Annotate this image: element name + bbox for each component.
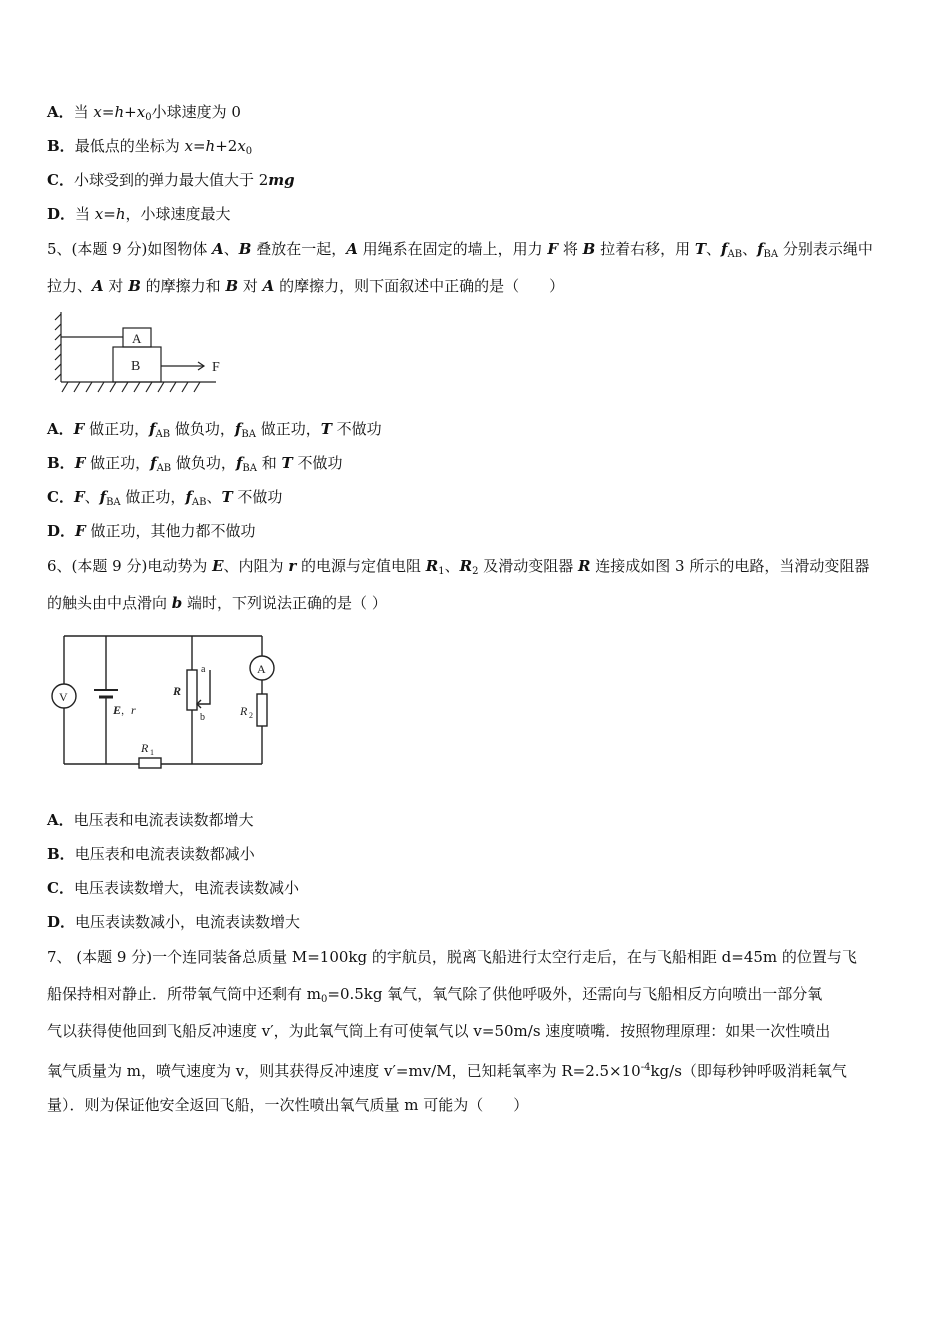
- text: 做正功，其他力都不做功: [85, 522, 256, 540]
- internal-resistance-label: r: [131, 703, 136, 717]
- text: 分别表示绳中: [778, 240, 873, 258]
- var-f: F: [73, 488, 85, 506]
- var-t: T: [320, 420, 332, 438]
- option-text: 电压表读数增大，电流表读数减小: [73, 879, 299, 897]
- var-x: x: [184, 137, 193, 155]
- var-h: h: [205, 137, 216, 155]
- var-x: x: [93, 103, 102, 121]
- q7-stem-line2: [47, 984, 822, 1010]
- var-f: f: [185, 488, 192, 506]
- q6-option-d: [47, 912, 300, 932]
- text: =: [192, 137, 206, 155]
- option-label: D．: [47, 522, 76, 540]
- text: 、内阻为: [223, 557, 289, 575]
- var-a: A: [212, 240, 224, 258]
- var-b: B: [128, 277, 141, 295]
- option-label: B．: [47, 454, 75, 472]
- resistor-r2: [257, 694, 267, 726]
- q5-option-a: [47, 419, 382, 445]
- superscript: -4: [640, 1062, 651, 1073]
- var-f: f: [99, 488, 107, 506]
- text: 、: [706, 240, 722, 258]
- subscript: 0: [245, 146, 253, 157]
- text: 的摩擦力和: [140, 277, 226, 295]
- text: 不做功: [331, 420, 382, 438]
- block-a-label: A: [132, 331, 142, 346]
- var-t: T: [281, 454, 293, 472]
- text: 小球速度为 0: [151, 103, 241, 121]
- q7-stem-line1: [47, 947, 857, 967]
- text: 做负功，: [171, 454, 236, 472]
- option-label: A．: [47, 420, 74, 438]
- text: 的摩擦力，则下面叙述中正确的是（ ）: [274, 277, 565, 295]
- var-r2: R: [459, 557, 473, 575]
- q4-option-a: [47, 102, 241, 128]
- var-x: x: [94, 205, 104, 223]
- text: 5、(本题 9 分)如图物体: [47, 240, 213, 258]
- option-text: 电压表和电流表读数都减小: [74, 845, 255, 863]
- terminal-b-label: b: [200, 712, 205, 723]
- r1-subscript: 1: [150, 748, 154, 757]
- text: 做正功，: [84, 420, 150, 438]
- text: 端时，下列说法正确的是（ ）: [182, 594, 387, 612]
- subscript: 2: [472, 566, 479, 577]
- var-f: F: [75, 522, 86, 540]
- subscript: BA: [241, 429, 256, 440]
- var-r: R: [578, 557, 591, 575]
- text: =: [103, 205, 116, 223]
- subscript: 0: [321, 994, 328, 1005]
- var-f: F: [74, 454, 86, 472]
- option-label: B．: [47, 845, 75, 863]
- text: +: [124, 103, 137, 121]
- subscript: 0: [145, 112, 152, 123]
- text: 、: [742, 240, 758, 258]
- text: 叠放在一起，: [251, 240, 347, 258]
- rheostat-r: [187, 670, 197, 710]
- q6-circuit-figure: [44, 628, 280, 776]
- text: +2: [215, 137, 238, 155]
- emf-separator: ，: [121, 706, 131, 717]
- emf-label: E: [113, 703, 122, 717]
- var-f: f: [721, 240, 728, 258]
- subscript: AB: [191, 497, 207, 508]
- text: 的电源与定值电阻: [296, 557, 426, 575]
- option-text: 电压表读数减小，电流表读数增大: [75, 913, 301, 931]
- text: 对: [238, 277, 263, 295]
- var-b: b: [171, 594, 183, 612]
- var-e: E: [212, 557, 224, 575]
- var-f: F: [73, 420, 85, 438]
- var-a: A: [346, 240, 358, 258]
- option-label: B．: [47, 137, 75, 155]
- text: 、: [444, 557, 460, 575]
- q6-stem-line2: [47, 593, 387, 613]
- rheostat-label: R: [173, 684, 182, 698]
- text: 做正功，: [255, 420, 321, 438]
- var-t: T: [694, 240, 707, 258]
- var-t: T: [221, 488, 233, 506]
- var-h: h: [115, 205, 126, 223]
- text: 、: [84, 488, 100, 506]
- subscript: AB: [156, 463, 172, 474]
- subscript: AB: [727, 249, 743, 260]
- text: 最低点的坐标为: [74, 137, 185, 155]
- var-x0: x: [136, 103, 146, 121]
- voltmeter-label: V: [59, 690, 68, 704]
- var-b: B: [582, 240, 596, 258]
- var-f: f: [235, 454, 243, 472]
- terminal-a-label: a: [201, 664, 206, 675]
- q6-stem-line1: [47, 556, 869, 582]
- text: 6、(本题 9 分)电动势为: [47, 557, 213, 575]
- q5-stem-line2: [47, 276, 564, 296]
- text: kg/s（即每秒钟呼吸消耗氧气: [650, 1062, 847, 1080]
- resistor-r1: [139, 758, 161, 768]
- text: 用绳系在固定的墙上，用力: [357, 240, 548, 258]
- var-b: B: [225, 277, 239, 295]
- text: 做正功，: [85, 454, 151, 472]
- text: 的触头由中点滑向: [47, 594, 172, 612]
- text: 对: [103, 277, 129, 295]
- text: 和: [256, 454, 282, 472]
- text: 氧气质量为 m，喷气速度为 v，则其获得反冲速度 v′=mv/M，已知耗氧率为 R=2.5×10: [47, 1062, 641, 1080]
- text: 当: [75, 205, 95, 223]
- var-r1: R: [425, 557, 439, 575]
- q4-option-c: [47, 170, 295, 190]
- text: 当: [73, 103, 94, 121]
- var-f: f: [234, 420, 242, 438]
- var-h: h: [114, 103, 125, 121]
- r2-subscript: 2: [249, 711, 253, 720]
- text: 做正功，: [120, 488, 186, 506]
- block-b-label: B: [131, 359, 141, 374]
- text: 不做功: [292, 454, 343, 472]
- ammeter-label: A: [257, 662, 266, 676]
- var-f: f: [150, 454, 157, 472]
- text: 小球受到的弹力最大值大于 2: [73, 171, 269, 189]
- subscript: BA: [763, 249, 779, 260]
- text: 拉力、: [47, 277, 93, 295]
- text: 拉着右移，用: [595, 240, 695, 258]
- var-mg: mg: [268, 171, 295, 189]
- text: 、: [206, 488, 222, 506]
- q6-option-c: [47, 878, 299, 898]
- q6-option-b: [47, 844, 255, 864]
- q7-stem-line3: [47, 1021, 830, 1041]
- q5-stem-line1: [47, 239, 873, 265]
- option-label: D．: [47, 205, 76, 223]
- text: 、: [223, 240, 239, 258]
- text: 将: [558, 240, 583, 258]
- var-f: F: [547, 240, 559, 258]
- var-a: A: [92, 277, 104, 295]
- subscript: BA: [242, 463, 257, 474]
- q4-option-d: [47, 204, 231, 224]
- text: 气以获得使他回到飞船反冲速度 v′，为此氧气筒上有可使氧气以 v=50m/s 速度喷嘴．按照物理原理：如果一次性喷出: [47, 1022, 831, 1040]
- text: 做负功，: [170, 420, 235, 438]
- option-label: C．: [47, 488, 74, 506]
- option-label: C．: [47, 171, 74, 189]
- text: =: [101, 103, 115, 121]
- slider-contact: [197, 670, 210, 704]
- r2-label: R: [240, 704, 248, 718]
- subscript: BA: [106, 497, 121, 508]
- option-label: A．: [47, 103, 74, 121]
- text: =0.5kg 氧气，氧气除了供他呼吸外，还需向与飞船相反方向喷出一部分氧: [327, 985, 823, 1003]
- var-x0: x: [237, 137, 246, 155]
- text: 量）．则为保证他安全返回飞船，一次性喷出氧气质量 m 可能为（ ）: [47, 1096, 529, 1114]
- q5-option-d: [47, 521, 255, 541]
- q4-option-b: [47, 136, 252, 162]
- text: ，小球速度最大: [125, 205, 231, 223]
- q7-stem-line4: [47, 1058, 847, 1081]
- text: 7、 (本题 9 分)一个连同装备总质量 M=100kg 的宇航员，脱离飞船进行太空行走后，在与飞船相距 d=45m 的位置与飞: [47, 948, 857, 966]
- var-b: B: [238, 240, 252, 258]
- text: 不做功: [232, 488, 283, 506]
- text: 连接成如图 3 所示的电路，当滑动变阻器: [590, 557, 870, 575]
- q6-option-a: [47, 810, 254, 830]
- var-r: r: [288, 557, 297, 575]
- subscript: AB: [155, 429, 171, 440]
- text: 及滑动变阻器: [478, 557, 579, 575]
- text: 船保持相对静止．所带氧气筒中还剩有 m: [47, 985, 321, 1003]
- q5-option-b: [47, 453, 342, 479]
- option-text: 电压表和电流表读数都增大: [73, 811, 254, 829]
- var-a: A: [262, 277, 275, 295]
- var-f: f: [757, 240, 764, 258]
- q5-blocks-figure: [46, 306, 236, 398]
- var-f: f: [149, 420, 156, 438]
- option-label: C．: [47, 879, 74, 897]
- r1-label: R: [141, 741, 149, 755]
- option-label: D．: [47, 913, 76, 931]
- q7-stem-line5: [47, 1095, 528, 1115]
- subscript: 1: [438, 566, 445, 577]
- q5-option-c: [47, 487, 282, 513]
- option-label: A．: [47, 811, 74, 829]
- force-label: F: [212, 360, 220, 375]
